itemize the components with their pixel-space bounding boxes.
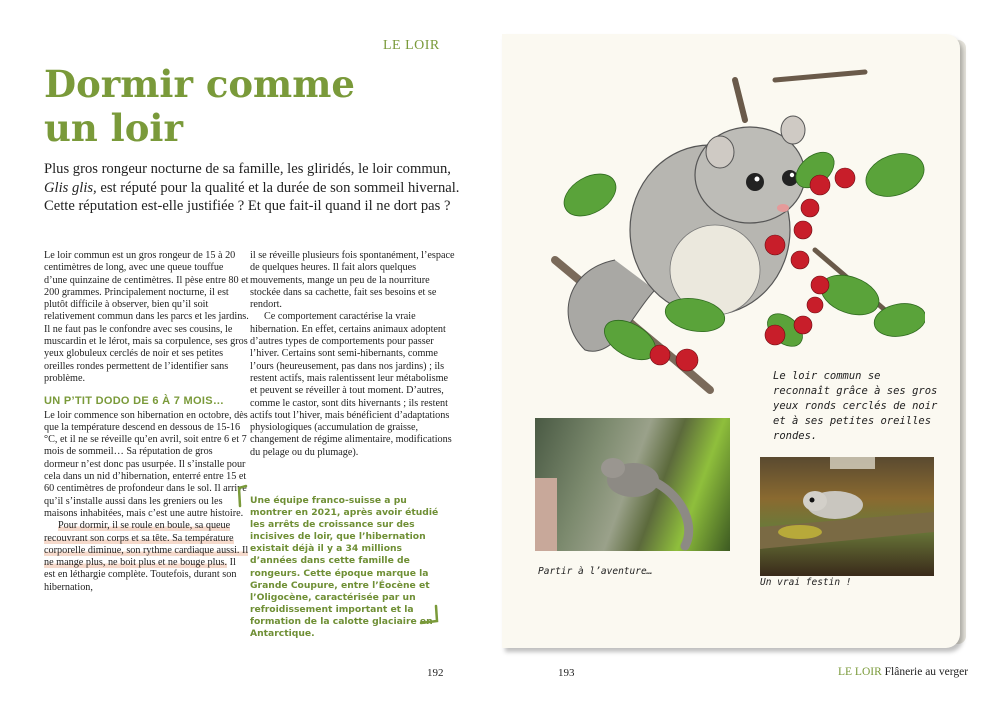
- body-column-left: [44, 250, 249, 594]
- footer-chapter: Flânerie au verger: [884, 666, 969, 678]
- title-line-1: Dormir comme: [44, 62, 355, 106]
- body-paragraph: il se réveille plusieurs fois spontanément, l’espace de quelques heures. Il fait alors quelques mouvements, mange un peu de la nourriture stockée dans sa cachette, fait ses besoins et se rendort.: [250, 250, 455, 311]
- body-paragraph: Le loir commence son hibernation en octobre, dès que la température descend en dessous de 15-16 °C, et il ne se réveille qu’en avril, soit entre 6 et 7 mois de sommeil… Sa réputation de gros dormeur n’est donc pas usurpée. Il s’installe pour cela dans un nid d’hibernation, enterré entre 15 et 60 centimètres de profondeur dans le sol. Il arrive qu’il s’installe aussi dans les greniers ou les maisons inhabitées, mais c’est une autre histoire.: [44, 409, 248, 519]
- page-number-left: 192: [427, 667, 444, 679]
- page-title: [44, 62, 444, 150]
- photo-caption-a: Partir à l’aventure…: [538, 566, 653, 577]
- body-paragraph: [44, 520, 249, 594]
- running-head: LE LOIR: [383, 38, 440, 53]
- lead-paragraph: [44, 160, 464, 216]
- photo-caption-b: Un vrai festin !: [760, 577, 852, 588]
- open-bracket-icon: [236, 484, 248, 508]
- page-number-right: 193: [558, 667, 575, 679]
- lead-text-1: Plus gros rongeur nocturne de sa famille, les gliridés, le loir commun,: [44, 161, 451, 177]
- dormouse-silhouette-icon: [535, 418, 730, 551]
- running-footer: [838, 666, 968, 678]
- dormouse-illustration-icon: [545, 60, 925, 400]
- close-bracket-icon: [418, 604, 440, 626]
- lead-species-name: Glis glis,: [44, 179, 97, 196]
- illustration-caption: Le loir commun se reconnaît grâce à ses gros yeux ronds cerclés de noir et à ses petites oreilles rondes.: [773, 370, 938, 442]
- photo-dormouse-on-tree: [535, 418, 730, 551]
- body-paragraph: Ce comportement caractérise la vraie hibernation. En effet, certains animaux adoptent d’autres types de comportements pour passer l’hiver. Certains sont semi-hibernants, comme l’ours (heureusement, pas dans nos jardins) ; ils restent actifs, mais ralentissent leur métabolisme et peuvent se réveiller à tout moment. D’autres, comme le castor, sont dits hivernants ; ils restent actifs tout l’hiver, mais bénéficient d’adaptations physiologiques (accumulation de graisse, changement de régime alimentaire, modifications du pelage ou du plumage).: [250, 311, 452, 458]
- callout-box: Une équipe franco-suisse a pu montrer en 2021, après avoir étudié les arrêts de croissance sur des incisives de loir, que l’hibernation existait déjà il y a 34 millions d’années dans cette famille de rongeurs. Cette époque marque la Grande Coupure, entre l’Éocène et l’Oligocène, caractérisée par un refroidissement important et la formation de la calotte glaciaire en Antarctique.: [250, 495, 439, 640]
- body-column-right: [250, 250, 455, 459]
- title-line-2: un loir: [44, 106, 183, 150]
- body-text: Il est en léthargie complète. Toutefois, durant son hibernation,: [44, 557, 237, 593]
- photo-dormouse-on-branch: [760, 457, 934, 576]
- highlighted-text: Pour dormir, il se roule en boule, sa queue recouvrant son corps et sa tête. Sa température corporelle diminue, son rythme cardiaque aussi. Il ne mange plus, ne boit plus et ne bouge plus.: [44, 520, 249, 569]
- lead-text-2: est réputé pour la qualité et la durée de son sommeil hivernal. Cette réputation est-elle justifiée ? Et que fait-il quand il ne dort pas ?: [44, 179, 460, 214]
- footer-section: LE LOIR: [838, 666, 882, 678]
- dormouse-branch-icon: [760, 457, 934, 576]
- body-paragraph: Le loir commun est un gros rongeur de 15 à 20 centimètres de long, avec une queue touffue d’une quinzaine de centimètres. Il pèse entre 80 et 200 grammes. Principalement nocturne, il est plutôt difficile à observer, bien qu’il soit relativement commun dans les parcs et les jardins. Il ne faut pas le confondre avec ses cousins, le muscardin et le lérot, mais sa corpulence, ses gros yeux globuleux cerclés de noir et ses petites oreilles rondes permettent de l’identifier sans problème.: [44, 250, 249, 384]
- section-subheading: UN P’TIT DODO DE 6 À 7 MOIS…: [44, 395, 225, 408]
